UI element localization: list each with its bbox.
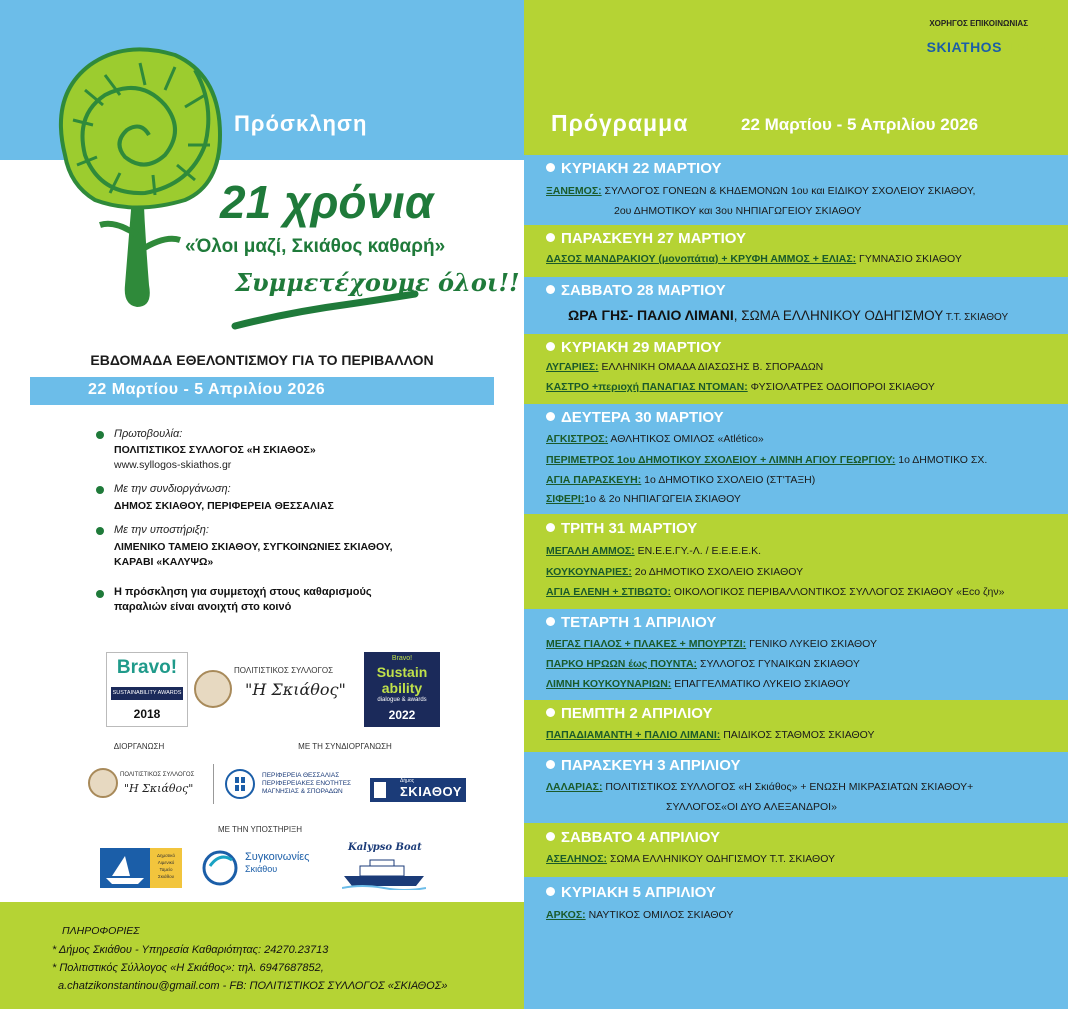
- sust-sub: dialogue & awards: [377, 697, 427, 703]
- event-place: ΛΙΜΝΗ ΚΟΥΚΟΥΝΑΡΙΩΝ:: [546, 678, 672, 690]
- day-title: [546, 520, 697, 537]
- bullet-icon: [96, 527, 104, 535]
- bullet-icon: [96, 431, 104, 439]
- event-text: ΝΑΥΤΙΚΟΣ ΟΜΙΛΟΣ ΣΚΙΑΘΟΥ: [585, 909, 734, 921]
- date-band: [30, 377, 494, 405]
- event-place: ΞΑΝΕΜΟΣ:: [546, 185, 602, 197]
- program-title: Πρόγραμμα: [551, 110, 689, 136]
- perifereia-line-1: ΠΕΡΙΦΕΡΕΙΑ ΘΕΣΣΑΛΙΑΣ: [262, 772, 340, 779]
- syllogos-small-top: ΠΟΛΙΤΙΣΤΙΚΟΣ ΣΥΛΛΟΓΟΣ: [120, 772, 195, 778]
- bullet-icon: [546, 523, 555, 532]
- event-place: ΛΥΓΑΡΙΕΣ:: [546, 361, 599, 373]
- support-logos-label: ΜΕ ΤΗΝ ΥΠΟΣΤΗΡΙΞΗ: [217, 825, 303, 834]
- limeniko-text: [150, 848, 182, 888]
- day-title: [546, 339, 721, 356]
- day-title: [546, 614, 716, 631]
- event-line: [546, 474, 815, 486]
- day-title-text: ΤΕΤΑΡΤΗ 1 ΑΠΡΙΛΙΟΥ: [561, 614, 717, 631]
- synkoinonies-line-1: Συγκοινωνίες: [245, 851, 310, 863]
- bullet-icon: [96, 590, 104, 598]
- kalypso-label: Kalypso Boat: [348, 842, 422, 853]
- bullet-icon: [546, 887, 555, 896]
- day-block: [524, 823, 1068, 877]
- info-line-3[interactable]: a.chatzikonstantinou@gmail.com - FB: ΠΟΛΙΤΙΣΤΙΚΟΣ ΣΥΛΛΟΓΟΣ «ΣΚΙΑΘΟΣ»: [58, 980, 448, 992]
- tree-logo-icon: [45, 35, 225, 325]
- event-line: [568, 307, 1008, 323]
- initiative-url[interactable]: www.syllogos-skiathos.gr: [114, 459, 232, 471]
- day-block: [524, 514, 1068, 609]
- dimos-emblem-icon: [374, 782, 386, 798]
- event-place: ΔΑΣΟΣ ΜΑΝΔΡΑΚΙΟΥ (μονοπάτια) + ΚΡΥΦΗ ΑΜΜΟΣ + ΕΛΙΑΣ:: [546, 253, 857, 265]
- event-line-cont: 2ου ΔΗΜΟΤΙΚΟΥ και 3ου ΝΗΠΙΑΓΩΓΕΙΟΥ ΣΚΙΑΘΟΥ: [614, 205, 862, 217]
- support-value-1: ΛΙΜΕΝΙΚΟ ΤΑΜΕΙΟ ΣΚΙΑΘΟΥ, ΣΥΓΚΟΙΝΩΝΙΕΣ ΣΚΙΑΘΟΥ,: [114, 541, 393, 553]
- support-label: Με την υποστήριξη:: [114, 524, 209, 536]
- event-place: ΜΕΓΑΣ ΓΙΑΛΟΣ + ΠΛΑΚΕΣ + ΜΠΟΥΡΤΖΙ:: [546, 638, 747, 650]
- event-place: ΑΓΚΙΣΤΡΟΣ:: [546, 433, 609, 445]
- slogan: «Όλοι μαζί, Σκιάθος καθαρή»: [185, 236, 446, 257]
- sponsor-part-a: SKIATHOS: [926, 39, 1002, 55]
- day-title: [546, 829, 720, 846]
- swoosh-underline-icon: [230, 290, 420, 330]
- day-title-text: ΚΥΡΙΑΚΗ 22 ΜΑΡΤΙΟΥ: [561, 160, 722, 177]
- synkoinonies-line-2: Σκιάθου: [245, 864, 278, 874]
- logo-divider: [213, 764, 214, 804]
- event-place: ΑΣΕΛΗΝΟΣ:: [546, 853, 608, 865]
- day-title: [546, 757, 740, 774]
- support-block: [96, 524, 393, 568]
- program-dates: 22 Μαρτίου - 5 Απριλίου 2026: [741, 115, 979, 134]
- day-title-text: ΠΑΡΑΣΚΕΥΗ 3 ΑΠΡΙΛΙΟΥ: [561, 757, 741, 774]
- limeniko-tameio-logo: [100, 848, 182, 888]
- bravo-subtitle: SUSTAINABILITY AWARDS: [111, 687, 183, 700]
- day-title: [546, 705, 713, 722]
- event-text: ΣΥΛΛΟΓΟΣ ΓΥΝΑΙΚΩΝ ΣΚΙΑΘΟΥ: [697, 658, 860, 670]
- info-line-1: * Δήμος Σκιάθου - Υπηρεσία Καθαριότητας: 24270.23713: [52, 944, 329, 956]
- event-line-cont: ΣΥΛΛΟΓΟΣ«ΟΙ ΔΥΟ ΑΛΕΞΑΝΔΡΟΙ»: [666, 801, 837, 813]
- day-title-text: ΚΥΡΙΑΚΗ 29 ΜΑΡΤΙΟΥ: [561, 339, 722, 356]
- limeniko-ship-icon: [100, 848, 150, 888]
- event-place: ΚΑΣΤΡΟ +περιοχή ΠΑΝΑΓΙΑΣ ΝΤΟΜΑΝ:: [546, 381, 748, 393]
- event-place: ΠΑΠΑΔΙΑΜΑΝΤΗ + ΠΑΛΙΟ ΛΙΜΑΝΙ:: [546, 729, 721, 741]
- event-line: [546, 729, 874, 741]
- invitation-panel: [0, 0, 524, 1009]
- day-title: [546, 160, 721, 177]
- event-text: 1ο ΔΗΜΟΤΙΚΟ ΣΧ.: [895, 454, 988, 466]
- event-line: [546, 781, 973, 793]
- syllogos-emblem-icon: [194, 670, 232, 708]
- event-line: [546, 566, 803, 578]
- event-text-small: Τ.Τ. ΣΚΙΑΘΟΥ: [943, 312, 1009, 323]
- event-text: ΕΛΛΗΝΙΚΗ ΟΜΑΔΑ ΔΙΑΣΩΣΗΣ Β. ΣΠΟΡΑΔΩΝ: [598, 361, 824, 373]
- event-text: 2ο ΔΗΜΟΤΙΚΟ ΣΧΟΛΕΙΟ ΣΚΙΑΘΟΥ: [631, 566, 804, 578]
- sust-line-1: Sustain: [376, 664, 428, 680]
- event-text: ΓΥΜΝΑΣΙΟ ΣΚΙΑΘΟΥ: [856, 253, 962, 265]
- open-invitation-line-2: παραλιών είναι ανοιχτή στο κοινό: [114, 601, 292, 613]
- info-title: ΠΛΗΡΟΦΟΡΙΕΣ: [62, 925, 140, 937]
- event-place: ΚΟΥΚΟΥΝΑΡΙΕΣ:: [546, 566, 632, 578]
- day-block: [524, 277, 1068, 334]
- sust-year: 2022: [388, 708, 416, 722]
- bullet-icon: [546, 708, 555, 717]
- event-text: 1ο ΔΗΜΟΤΙΚΟ ΣΧΟΛΕΙΟ (ΣΤ'ΤΑΞΗ): [641, 474, 816, 486]
- dimos-skiathou-logo: [370, 778, 466, 802]
- event-text: ΕΝ.Ε.Ε.ΓΥ.-Λ. / Ε.Ε.Ε.Ε.Κ.: [634, 545, 762, 557]
- event-text: ΣΥΛΛΟΓΟΣ ΓΟΝΕΩΝ & ΚΗΔΕΜΟΝΩΝ 1ου και ΕΙΔΙΚΟΥ ΣΧΟΛΕΙΟΥ ΣΚΙΑΘΟΥ,: [601, 185, 976, 197]
- event-text: ΟΙΚΟΛΟΓΙΚΟΣ ΠΕΡΙΒΑΛΛΟΝΤΙΚΟΣ ΣΥΛΛΟΓΟΣ ΣΚΙΑΘΟΥ «Eco ζην»: [670, 586, 1005, 598]
- event-line: [546, 433, 764, 445]
- initiative-block: [96, 428, 316, 471]
- limeniko-line-2: Λιμενικό: [157, 860, 175, 865]
- day-title-text: ΣΑΒΒΑΤΟ 28 ΜΑΡΤΙΟΥ: [561, 282, 726, 299]
- syllogos-logo: [190, 652, 360, 727]
- coorganization-label: ΜΕ ΤΗ ΣΥΝΔΙΟΡΓΑΝΩΣΗ: [298, 742, 392, 751]
- day-block: [524, 155, 1068, 225]
- event-place: ΛΑΛΑΡΙΑΣ:: [546, 781, 603, 793]
- limeniko-line-4: Σκιάθου: [157, 874, 175, 879]
- event-line: [546, 658, 860, 670]
- day-block: [524, 700, 1068, 752]
- event-place: ΠΕΡΙΜΕΤΡΟΣ 1ου ΔΗΜΟΤΙΚΟΥ ΣΧΟΛΕΙΟΥ + ΛΙΜΝΗ ΑΓΙΟΥ ΓΕΩΡΓΙΟΥ:: [546, 454, 896, 466]
- sust-top: Bravo!: [391, 655, 413, 662]
- event-line: [546, 638, 877, 650]
- event-text: 1ο & 2ο ΝΗΠΙΑΓΩΓΕΙΑ ΣΚΙΑΘΟΥ: [584, 493, 741, 505]
- day-block: [524, 225, 1068, 277]
- event-line: [546, 853, 835, 865]
- event-place: ΣΙΦΕΡΙ:: [546, 493, 585, 505]
- day-title-text: ΚΥΡΙΑΚΗ 5 ΑΠΡΙΛΙΟΥ: [561, 884, 716, 901]
- greek-emblem-icon: [224, 768, 256, 800]
- bullet-icon: [546, 412, 555, 421]
- open-invitation-line-1: Η πρόσκληση για συμμετοχή στους καθαρισμούς: [114, 586, 372, 598]
- bullet-icon: [96, 486, 104, 494]
- dimos-small-label: Δήμος: [400, 778, 415, 784]
- day-title-text: ΔΕΥΤΕΡΑ 30 ΜΑΡΤΙΟΥ: [561, 409, 724, 426]
- event-line: [546, 545, 761, 557]
- event-line: [546, 253, 962, 265]
- bravo-logo-text: Bravo!: [116, 657, 178, 678]
- perifereia-line-2: ΠΕΡΙΦΕΡΕΙΑΚΕΣ ΕΝΟΤΗΤΕΣ: [262, 780, 352, 787]
- sust-line-2: ability: [381, 680, 423, 696]
- bullet-icon: [546, 760, 555, 769]
- event-text: ΓΕΝΙΚΟ ΛΥΚΕΙΟ ΣΚΙΑΘΟΥ: [746, 638, 878, 650]
- bullet-icon: [546, 617, 555, 626]
- anniversary-years: 21 χρόνια: [220, 176, 434, 228]
- date-range: 22 Μαρτίου - 5 Απριλίου 2026: [88, 381, 326, 398]
- dimos-label: ΣΚΙΑΘΟΥ: [400, 784, 462, 799]
- event-line: [546, 381, 935, 393]
- day-block: [524, 752, 1068, 823]
- bullet-icon: [546, 285, 555, 294]
- day-title: [546, 282, 726, 299]
- event-text: ΣΩΜΑ ΕΛΛΗΝΙΚΟΥ ΟΔΗΓΙΣΜΟΥ Τ.Τ. ΣΚΙΑΘΟΥ: [607, 853, 836, 865]
- syllogos-small-emblem-icon: [88, 768, 118, 798]
- day-title-text: ΠΑΡΑΣΚΕΥΗ 27 ΜΑΡΤΙΟΥ: [561, 230, 747, 247]
- event-text: ΕΠΑΓΓΕΛΜΑΤΙΚΟ ΛΥΚΕΙΟ ΣΚΙΑΘΟΥ: [671, 678, 851, 690]
- program-panel: [524, 0, 1068, 1009]
- bravo-year: 2018: [133, 707, 161, 721]
- event-line: [546, 909, 733, 921]
- organization-label: ΔΙΟΡΓΑΝΩΣΗ: [113, 742, 165, 751]
- skiathoslife-logo[interactable]: [927, 39, 1046, 55]
- sustainability-2022-logo: [364, 652, 440, 727]
- event-line: [546, 361, 823, 373]
- synkoinonies-emblem-icon: [200, 846, 242, 888]
- bullet-icon: [546, 832, 555, 841]
- bullet-icon: [546, 163, 555, 172]
- day-block: [524, 334, 1068, 404]
- day-title-text: ΣΑΒΒΑΤΟ 4 ΑΠΡΙΛΙΟΥ: [561, 829, 721, 846]
- participate-slogan: Συμμετέχουμε όλοι!!: [235, 268, 520, 297]
- day-title-text: ΤΡΙΤΗ 31 ΜΑΡΤΙΟΥ: [561, 520, 698, 537]
- day-title: [546, 884, 716, 901]
- event-line: [546, 493, 741, 505]
- sponsor-label: ΧΟΡΗΓΟΣ ΕΠΙΚΟΙΝΩΝΙΑΣ: [929, 19, 1028, 28]
- day-title: [546, 409, 724, 426]
- invitation-title: Πρόσκληση: [234, 111, 368, 136]
- limeniko-line-1: Δημοτικό: [156, 853, 175, 858]
- bravo-2018-logo: [106, 652, 188, 727]
- perifereia-line-3: ΜΑΓΝΗΣΙΑΣ & ΣΠΟΡΑΔΩΝ: [262, 788, 343, 795]
- coorg-value: ΔΗΜΟΣ ΣΚΙΑΘΟΥ, ΠΕΡΙΦΕΡΕΙΑ ΘΕΣΣΑΛΙΑΣ: [114, 500, 334, 512]
- bullet-icon: [546, 342, 555, 351]
- sponsor-part-b: LIFE: [1001, 39, 1035, 55]
- day-block: [524, 609, 1068, 700]
- event-place: ΩΡΑ ΓΗΣ- ΠΑΛΙΟ ΛΙΜΑΝΙ: [568, 307, 734, 323]
- syllogos-name: "Η Σκιάθος": [245, 680, 346, 699]
- event-line: [546, 586, 1004, 598]
- info-line-2: * Πολιτιστικός Σύλλογος «Η Σκιάθος»: τηλ. 6947687852,: [52, 962, 324, 974]
- event-text: ΦΥΣΙΟΛΑΤΡΕΣ ΟΔΟΙΠΟΡΟΙ ΣΚΙΑΘΟΥ: [747, 381, 935, 393]
- event-line: [546, 454, 987, 466]
- syllogos-top-text: ΠΟΛΙΤΙΣΤΙΚΟΣ ΣΥΛΛΟΓΟΣ: [234, 666, 334, 675]
- event-line: [546, 678, 850, 690]
- limeniko-line-3: Ταμείο: [159, 867, 173, 872]
- sponsor-part-c: .gr: [1034, 45, 1046, 54]
- day-title: [546, 230, 746, 247]
- day-block: [524, 877, 1068, 1009]
- event-place: ΑΓΙΑ ΠΑΡΑΣΚΕΥΗ:: [546, 474, 642, 486]
- bullet-icon: [546, 233, 555, 242]
- coorg-label: Με την συνδιοργάνωση:: [114, 483, 231, 495]
- event-line: [546, 185, 975, 197]
- event-place: ΑΓΙΑ ΕΛΕΝΗ + ΣΤΙΒΩΤΟ:: [546, 586, 671, 598]
- event-text: , ΣΩΜΑ ΕΛΛΗΝΙΚΟΥ ΟΔΗΓΙΣΜΟΥ: [733, 308, 944, 323]
- support-value-2: ΚΑΡΑΒΙ «ΚΑΛΥΨΩ»: [114, 556, 214, 568]
- kalypso-boat-icon: [342, 856, 426, 890]
- coorg-block: [96, 483, 334, 512]
- initiative-value: ΠΟΛΙΤΙΣΤΙΚΟΣ ΣΥΛΛΟΓΟΣ «Η ΣΚΙΑΘΟΣ»: [114, 444, 316, 456]
- initiative-label: Πρωτοβουλία:: [114, 428, 183, 440]
- open-invitation-block: [96, 586, 372, 613]
- event-text: ΠΑΙΔΙΚΟΣ ΣΤΑΘΜΟΣ ΣΚΙΑΘΟΥ: [720, 729, 875, 741]
- event-text: ΑΘΛΗΤΙΚΟΣ ΟΜΙΛΟΣ «Atlético»: [608, 433, 764, 445]
- event-place: ΠΑΡΚΟ ΗΡΩΩΝ έως ΠΟΥΝΤΑ:: [546, 658, 698, 670]
- event-text: ΠΟΛΙΤΙΣΤΙΚΟΣ ΣΥΛΛΟΓΟΣ «Η Σκιάθος» + ΕΝΩΣΗ ΜΙΚΡΑΣΙΑΤΩΝ ΣΚΙΑΘΟΥ+: [602, 781, 974, 793]
- volunteer-week-title: ΕΒΔΟΜΑΔΑ ΕΘΕΛΟΝΤΙΣΜΟΥ ΓΙΑ ΤΟ ΠΕΡΙΒΑΛΛΟΝ: [90, 352, 434, 368]
- event-place: ΜΕΓΑΛΗ ΑΜΜΟΣ:: [546, 545, 635, 557]
- event-place: ΑΡΚΟΣ:: [546, 909, 586, 921]
- perifereia-text: [262, 772, 351, 796]
- day-block: [524, 404, 1068, 514]
- day-title-text: ΠΕΜΠΤΗ 2 ΑΠΡΙΛΙΟΥ: [561, 705, 713, 722]
- syllogos-small-name: "Η Σκιάθος": [124, 782, 194, 795]
